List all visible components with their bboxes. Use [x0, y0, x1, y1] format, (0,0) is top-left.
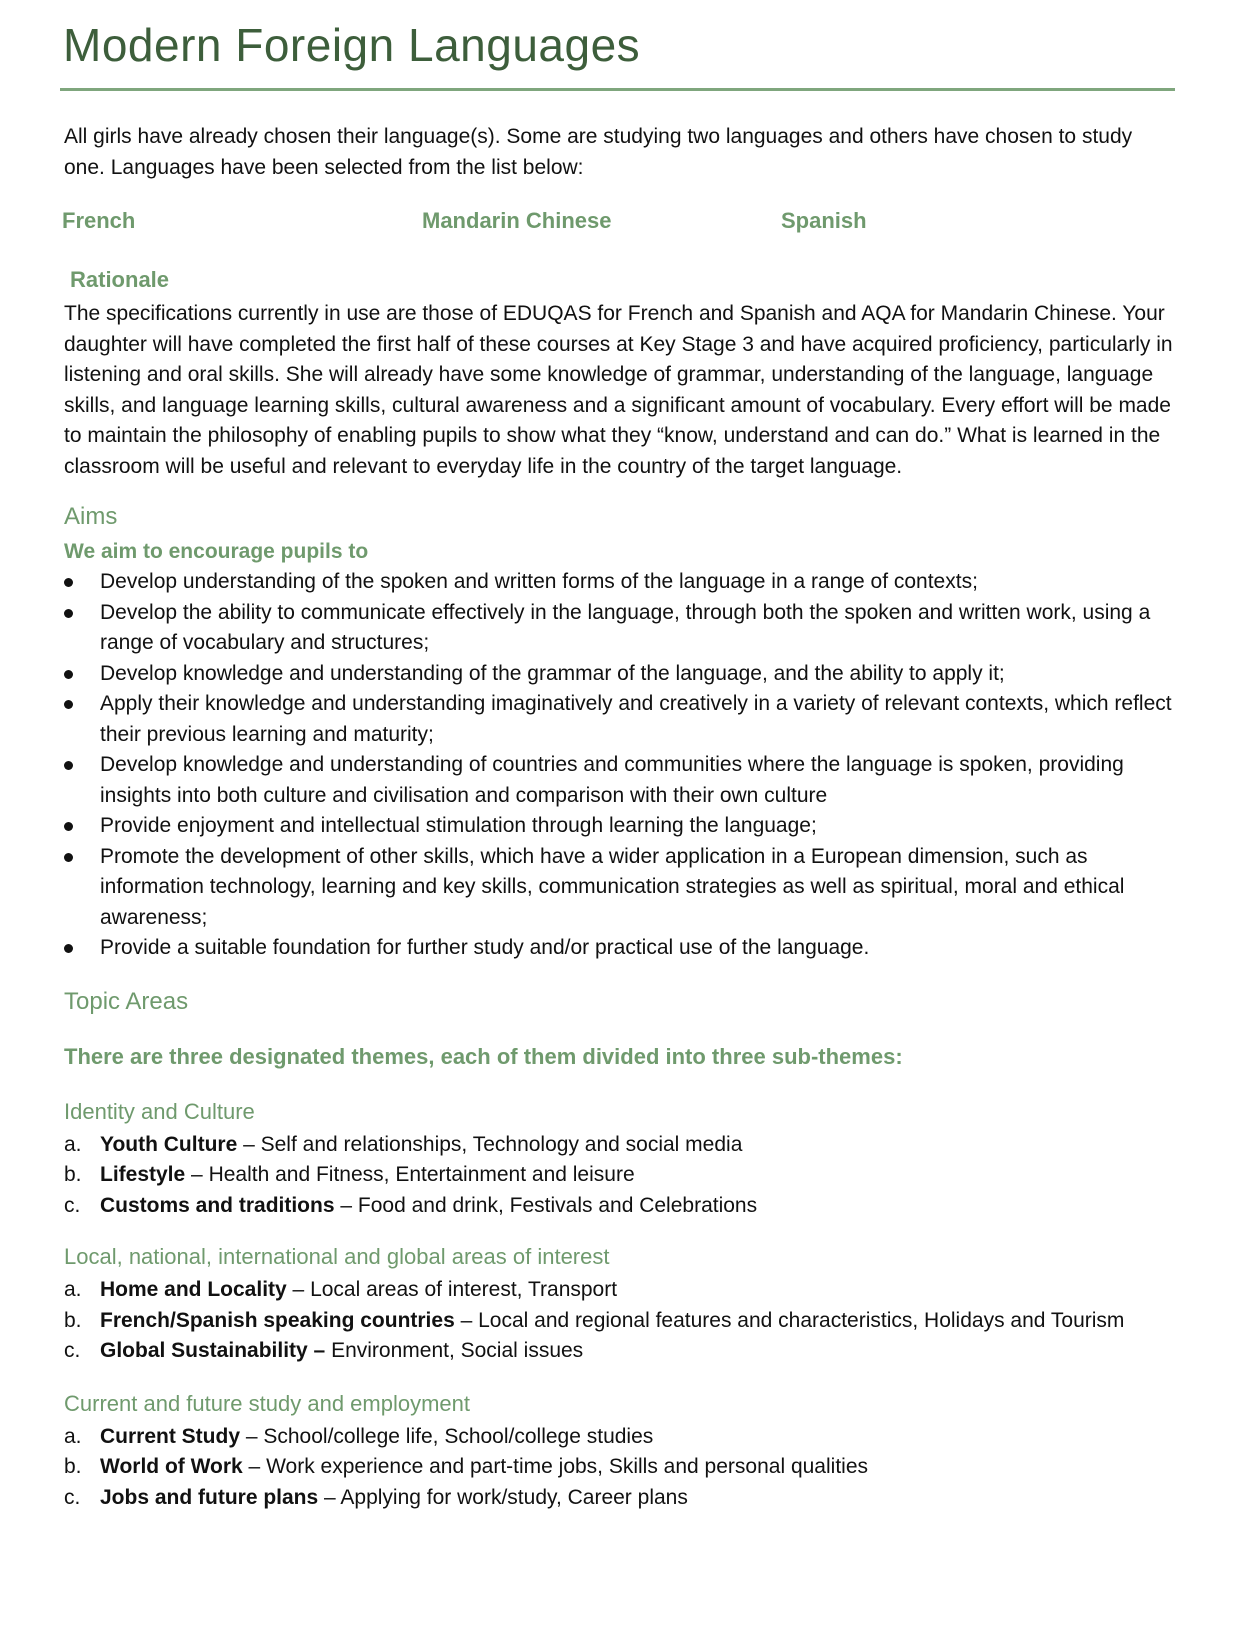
language-mandarin: Mandarin Chinese: [422, 208, 612, 233]
aims-heading: Aims: [64, 503, 118, 530]
aims-subheading: We aim to encourage pupils to: [64, 540, 369, 563]
bullet-icon: [64, 761, 73, 770]
bullet-icon: [64, 578, 73, 587]
bullet-icon: [64, 609, 73, 618]
bullet-icon: [64, 700, 73, 709]
intro-paragraph: All girls have already chosen their language(s). Some are studying two languages and others have chosen to study one. Languages have been selected from the list below:: [64, 125, 1133, 179]
list-item: Develop understanding of the spoken and written forms of the language in a range of contexts;: [64, 567, 1176, 598]
theme-heading: Current and future study and employment: [64, 1390, 471, 1416]
rationale-heading: Rationale: [70, 267, 170, 292]
language-french: French: [62, 208, 136, 233]
list-item: a. Youth Culture – Self and relationships, Technology and social media: [64, 1132, 743, 1156]
list-item: Develop knowledge and understanding of the grammar of the language, and the ability to apply it;: [64, 659, 1176, 690]
list-item: Promote the development of other skills, which have a wider application in a European dimension, such as information technology, learning and key skills, communication strategies as well as spiritual, moral and ethical awareness;: [64, 842, 1176, 934]
bullet-icon: [64, 670, 73, 679]
list-item: b. Lifestyle – Health and Fitness, Entertainment and leisure: [64, 1163, 635, 1186]
list-item: c. Global Sustainability – Environment, Social issues: [64, 1339, 584, 1362]
list-item: b. World of Work – Work experience and part-time jobs, Skills and personal qualities: [64, 1455, 868, 1478]
bullet-icon: [64, 822, 73, 831]
topic-areas-subheading: There are three designated themes, each of them divided into three sub-themes:: [64, 1043, 903, 1069]
topic-areas-heading: Topic Areas: [64, 987, 189, 1015]
theme-list: [64, 1130, 1176, 1222]
aims-list: [64, 567, 1176, 964]
list-item: Apply their knowledge and understanding imaginatively and creatively in a variety of relevant contexts, which reflect their previous learning and maturity;: [64, 689, 1176, 750]
language-spanish: Spanish: [781, 208, 867, 233]
list-item: b. French/Spanish speaking countries – Local and regional features and characteristics, Holidays and Tourism: [64, 1308, 1125, 1332]
list-item: Provide enjoyment and intellectual stimulation through learning the language;: [64, 811, 1176, 842]
document-body: [64, 122, 1176, 1513]
rationale-paragraph: The specifications currently in use are those of EDUQAS for French and Spanish and AQA for Mandarin Chinese. Your daughter will have completed the first half of these courses at Key Stage 3 and have acquired proficiency, particularly in listening and oral skills. She will already have some knowledge of grammar, understanding of the language, language skills, and language learning skills, cultural awareness and a significant amount of vocabulary. Every effort will be made to maintain the philosophy of enabling pupils to show what they “know, understand and can do.” What is learned in the classroom will be useful and relevant to everyday life in the country of the target language.: [64, 302, 1173, 478]
list-item: a. Home and Locality – Local areas of interest, Transport: [64, 1278, 618, 1301]
list-item: c. Customs and traditions – Food and drink, Festivals and Celebrations: [64, 1193, 758, 1217]
list-item: c. Jobs and future plans – Applying for work/study, Career plans: [64, 1485, 688, 1509]
theme-list: [64, 1422, 1176, 1514]
theme-heading: Identity and Culture: [64, 1098, 255, 1124]
bullet-icon: [64, 944, 73, 953]
language-list: [64, 206, 1176, 236]
page-title: Modern Foreign Languages: [63, 19, 641, 71]
list-item: Develop knowledge and understanding of countries and communities where the language is spoken, providing insights into both culture and civilisation and comparison with their own culture: [64, 750, 1176, 811]
list-item: a. Current Study – School/college life, School/college studies: [64, 1424, 654, 1448]
bullet-icon: [64, 853, 73, 862]
theme-list: [64, 1275, 1176, 1367]
list-item: Develop the ability to communicate effectively in the language, through both the spoken and written work, using a range of vocabulary and structures;: [64, 598, 1176, 659]
list-item: Provide a suitable foundation for further study and/or practical use of the language.: [64, 933, 1176, 964]
title-divider: [60, 88, 1175, 91]
theme-heading: Local, national, international and global areas of interest: [64, 1244, 610, 1269]
